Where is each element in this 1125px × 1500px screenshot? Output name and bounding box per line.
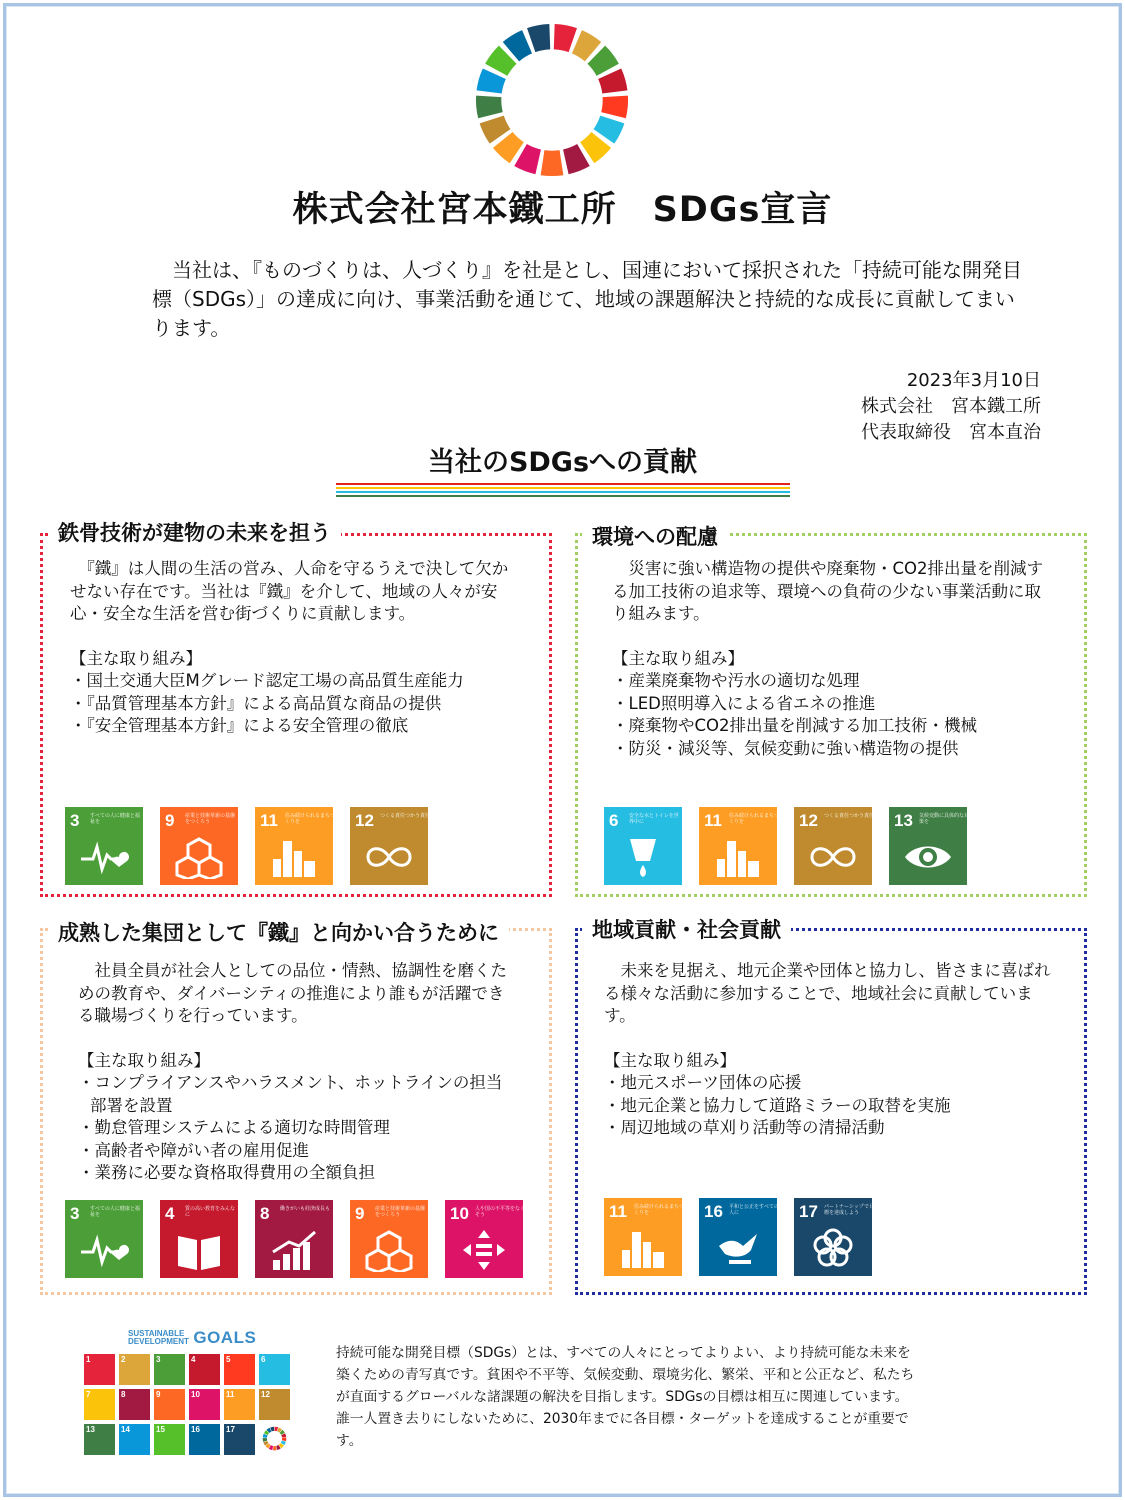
list-item: ・周辺地域の草刈り活動等の清掃活動 bbox=[604, 1118, 885, 1137]
goals-wheel-cell bbox=[259, 1424, 290, 1455]
list-item: ・防災・減災等、気候変動に強い構造物の提供 bbox=[612, 738, 959, 758]
rule-line bbox=[336, 495, 790, 497]
growth-icon bbox=[269, 1228, 319, 1272]
infinity-icon bbox=[364, 835, 414, 879]
goal-icons bbox=[604, 1198, 872, 1276]
wheel-segment bbox=[541, 150, 564, 176]
goal-label: 産業と技術革新の基盤をつくろう bbox=[185, 813, 236, 825]
goal-cell-10: 10 bbox=[189, 1389, 220, 1420]
items-list bbox=[604, 1072, 1054, 1140]
box-heading: 鉄骨技術が建物の未来を担う bbox=[48, 517, 341, 547]
goal-label: パートナーシップで目標を達成しよう bbox=[824, 1204, 874, 1216]
sdg-goal-16-tile bbox=[699, 1198, 777, 1276]
box-description: 『鐵』は人間の生活の営み、人命を守るうえで決して欠かせない存在です。当社は『鐵』を介して、地域の人々が安心・安全な生活を営む街づくりに貢献します。 bbox=[70, 559, 509, 623]
sdg-goal-11-tile bbox=[255, 807, 333, 885]
goal-label: 住み続けられるまちづくりを bbox=[634, 1204, 684, 1216]
sdg-goal-11-tile bbox=[604, 1198, 682, 1276]
page-title: 株式会社宮本鐵工所 SDGs宣言 bbox=[292, 190, 833, 230]
goal-label: 住み続けられるまちづくりを bbox=[285, 813, 335, 825]
goal-number: 8 bbox=[260, 1204, 270, 1223]
dove-icon bbox=[713, 1226, 763, 1270]
goal-number: 3 bbox=[70, 811, 80, 830]
goal-label: 質の高い教育をみんなに bbox=[185, 1206, 236, 1218]
goals-logo-line1: SUSTAINABLE bbox=[128, 1329, 185, 1338]
rule-line bbox=[336, 487, 790, 489]
sdg-goal-12-tile bbox=[350, 807, 431, 885]
eye-icon bbox=[903, 835, 953, 879]
sdg-goal-9-tile bbox=[350, 1200, 428, 1278]
list-item: ・地元企業と協力して道路ミラーの取替を実施 bbox=[604, 1095, 951, 1115]
city-icon bbox=[269, 835, 319, 879]
goal-icons bbox=[65, 807, 431, 885]
goal-cell-11: 11 bbox=[224, 1389, 255, 1420]
intro-paragraph: 当社は、『ものづくりは、人づくり』を社是とし、国連において採択された「持続可能な開発目標（SDGs）」の達成に向け、事業活動を通じて、地域の課題解決と持続的な成長に貢献してまいります。 bbox=[152, 258, 1022, 340]
list-item: ・産業廃棄物や汚水の適切な処理 bbox=[612, 671, 860, 690]
goals-logo-line2: DEVELOPMENT bbox=[128, 1337, 189, 1346]
box-heading: 環境への配慮 bbox=[582, 521, 728, 551]
goal-number: 12 bbox=[799, 811, 818, 830]
equality-icon bbox=[459, 1228, 509, 1272]
sdg-goal-12-tile bbox=[794, 807, 875, 885]
health-icon bbox=[79, 1228, 129, 1272]
goal-label: 平和と公正をすべての人に bbox=[729, 1204, 779, 1216]
sdg-goal-13-tile bbox=[889, 807, 970, 885]
goal-number: 9 bbox=[355, 1204, 365, 1223]
goal-cell-9: 9 bbox=[154, 1389, 185, 1420]
items-heading: 【主な取り組み】 bbox=[604, 1050, 736, 1070]
goal-number: 3 bbox=[70, 1204, 80, 1223]
items-list bbox=[78, 1072, 518, 1185]
items-heading: 【主な取り組み】 bbox=[78, 1050, 210, 1070]
goal-label: つくる責任つかう責任 bbox=[824, 813, 875, 819]
list-item: ・LED照明導入による省エネの推進 bbox=[612, 693, 876, 713]
wheel-segment bbox=[476, 96, 503, 119]
box-heading: 成熟した集団として『鐵』と向かい合うために bbox=[48, 917, 509, 947]
goal-cell-15: 15 bbox=[154, 1424, 185, 1455]
box-description: 災害に強い構造物の提供や廃棄物・CO2排出量を削減する加工技術の追求等、環境への負荷の少ない事業活動に取り組みます。 bbox=[612, 559, 1044, 623]
box-description: 未来を見据え、地元企業や団体と協力し、皆さまに喜ばれる様々な活動に参加することで、地域社会に貢献しています。 bbox=[604, 961, 1051, 1025]
wheel-segment bbox=[554, 24, 577, 52]
items-list bbox=[70, 670, 522, 738]
sdgs-explanation: 持続可能な開発目標（SDGs）とは、すべての人々にとってよりよい、より持続可能な未来を築くための青写真です。貧困や不平等、気候変動、環境劣化、繁栄、平和と公正など、私たちが直面するグローバルな諸課題の解決を目指します。SDGsの目標は相互に関連しています。誰一人置き去りにしないために、2030年までに各目標・ターゲットを達成することが重要です。 bbox=[336, 1345, 915, 1449]
items-list bbox=[612, 670, 1052, 760]
wheel-segment bbox=[601, 96, 628, 119]
goal-cell-5: 5 bbox=[224, 1354, 255, 1385]
list-item: ・『安全管理基本方針』による安全管理の徹底 bbox=[70, 716, 409, 735]
rule-line bbox=[336, 483, 790, 485]
list-item: ・高齢者や障がい者の雇用促進 bbox=[78, 1140, 309, 1160]
box-body bbox=[612, 558, 1052, 760]
city-icon bbox=[618, 1226, 668, 1270]
sdgs-wheel-logo bbox=[474, 22, 630, 178]
items-heading: 【主な取り組み】 bbox=[612, 648, 744, 668]
sdg-goal-17-tile bbox=[794, 1198, 872, 1276]
sdgs-goals-legend bbox=[84, 1328, 294, 1455]
box-body bbox=[70, 558, 522, 738]
goal-label: 住み続けられるまちづくりを bbox=[729, 813, 779, 825]
city-icon bbox=[713, 835, 763, 879]
goal-label: 安全な水とトイレを世界中に bbox=[629, 813, 679, 825]
goal-label: すべての人に健康と福祉を bbox=[90, 1206, 140, 1218]
sdg-goal-11-tile bbox=[699, 807, 777, 885]
list-item: ・『品質管理基本方針』による高品質な商品の提供 bbox=[70, 693, 442, 713]
goal-cell-1: 1 bbox=[84, 1354, 115, 1385]
goal-number: 4 bbox=[165, 1204, 175, 1223]
sdg-goal-4-tile bbox=[160, 1200, 238, 1278]
signature-block bbox=[861, 368, 1041, 446]
goal-label: 気候変動に具体的な対策を bbox=[919, 813, 970, 825]
goal-number: 11 bbox=[609, 1202, 627, 1221]
goal-cell-13: 13 bbox=[84, 1424, 115, 1455]
goal-number: 6 bbox=[609, 811, 619, 830]
list-item: ・コンプライアンスやハラスメント、ホットラインの担当 bbox=[78, 1073, 503, 1092]
infinity-icon bbox=[808, 835, 858, 879]
goal-number: 13 bbox=[894, 811, 913, 830]
sdg-goal-10-tile bbox=[445, 1200, 526, 1278]
goal-cell-12: 12 bbox=[259, 1389, 290, 1420]
goal-cell-17: 17 bbox=[224, 1424, 255, 1455]
list-item: ・業務に必要な資格取得費用の全額負担 bbox=[78, 1163, 375, 1182]
flower-icon bbox=[808, 1226, 858, 1270]
goal-number: 16 bbox=[704, 1202, 723, 1221]
goal-label: つくる責任つかう責任 bbox=[380, 813, 431, 819]
list-item: ・廃棄物やCO2排出量を削減する加工技術・機械 bbox=[612, 716, 978, 735]
book-icon bbox=[174, 1228, 224, 1272]
cubes-icon bbox=[364, 1228, 414, 1272]
cubes-icon bbox=[174, 835, 224, 879]
water-icon bbox=[618, 835, 668, 879]
box-body bbox=[78, 960, 518, 1185]
box-description: 社員全員が社会人としての品位・情熱、協調性を磨くための教育や、ダイバーシティの推進により誰もが活躍できる職場づくりを行っています。 bbox=[78, 961, 507, 1025]
goal-cell-16: 16 bbox=[189, 1424, 220, 1455]
items-heading: 【主な取り組み】 bbox=[70, 648, 202, 668]
goal-number: 12 bbox=[355, 811, 374, 830]
health-icon bbox=[79, 835, 129, 879]
goal-cell-2: 2 bbox=[119, 1354, 150, 1385]
goal-number: 9 bbox=[165, 811, 175, 830]
rule-line bbox=[336, 491, 790, 493]
company-name: 株式会社 宮本鐵工所 bbox=[861, 396, 1041, 417]
sdg-goal-3-tile bbox=[65, 1200, 143, 1278]
goal-label: 産業と技術革新の基盤をつくろう bbox=[375, 1206, 426, 1218]
mini-wheel-icon bbox=[261, 1425, 288, 1452]
goal-number: 17 bbox=[799, 1202, 818, 1221]
goal-icons bbox=[65, 1200, 526, 1278]
goals-grid bbox=[84, 1354, 294, 1455]
goal-label: すべての人に健康と福祉を bbox=[90, 813, 140, 825]
goal-label: 働きがいも経済成長も bbox=[280, 1206, 331, 1212]
section-title: 当社のSDGsへの貢献 bbox=[427, 447, 698, 478]
goal-cell-4: 4 bbox=[189, 1354, 220, 1385]
goal-cell-14: 14 bbox=[119, 1424, 150, 1455]
box-heading: 地域貢献・社会貢献 bbox=[582, 914, 791, 944]
box-body bbox=[604, 960, 1054, 1140]
sdg-goal-6-tile bbox=[604, 807, 682, 885]
sdg-goal-3-tile bbox=[65, 807, 143, 885]
list-item: ・地元スポーツ団体の応援 bbox=[604, 1073, 802, 1092]
wheel-segment bbox=[527, 24, 550, 52]
list-item: ・勤怠管理システムによる適切な時間管理 bbox=[78, 1118, 390, 1137]
goal-number: 11 bbox=[260, 811, 278, 830]
goal-cell-6: 6 bbox=[259, 1354, 290, 1385]
sdg-goal-9-tile bbox=[160, 807, 238, 885]
goals-logo bbox=[84, 1328, 294, 1348]
goal-cell-8: 8 bbox=[119, 1389, 150, 1420]
goal-cell-7: 7 bbox=[84, 1389, 115, 1420]
goal-label: 人や国の不平等をなくそう bbox=[475, 1206, 526, 1218]
declaration-date: 2023年3月10日 bbox=[906, 370, 1041, 391]
goal-number: 11 bbox=[704, 811, 722, 830]
sdg-goal-8-tile bbox=[255, 1200, 333, 1278]
goals-logo-word: GOALS bbox=[193, 1328, 257, 1347]
list-item: 部署を設置 bbox=[90, 1095, 173, 1115]
goal-icons bbox=[604, 807, 970, 885]
goal-number: 10 bbox=[450, 1204, 469, 1223]
representative-name: 代表取締役 宮本直治 bbox=[861, 422, 1041, 443]
list-item: ・国土交通大臣Mグレード認定工場の高品質生産能力 bbox=[70, 671, 464, 690]
goal-cell-3: 3 bbox=[154, 1354, 185, 1385]
